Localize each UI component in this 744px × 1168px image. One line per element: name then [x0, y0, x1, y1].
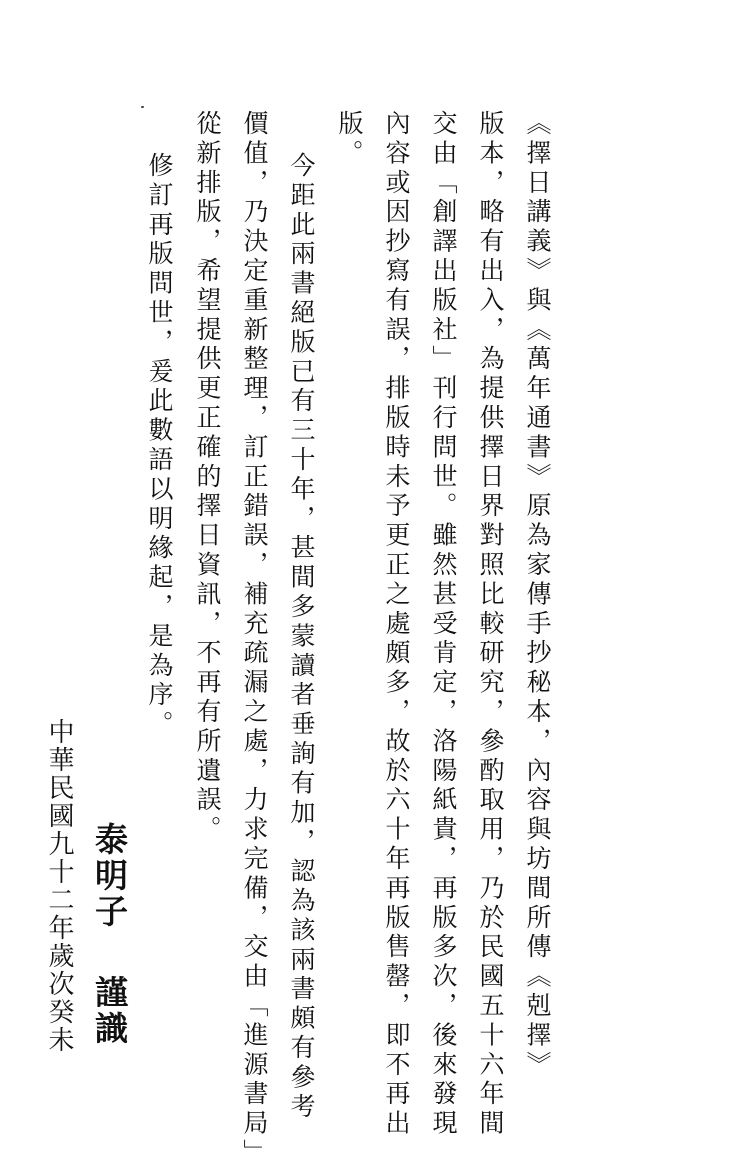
print-speck	[141, 106, 144, 108]
text-column-1: 《擇日講義》與《萬年通書》原為家傳手抄秘本，內容與坊間所傳《剋擇》	[523, 110, 552, 1081]
text-column-9: 修訂再版問世，爰此數語以明緣起，是為序。	[145, 152, 174, 740]
text-column-3: 交由「創譯出版社」刊行問世。雖然甚受肯定，洛陽紙貴，再版多次，後來發現	[429, 110, 458, 1139]
date-line: 中華民國九十二年歲次癸未	[44, 718, 74, 1054]
text-column-7: 價值，乃決定重新整理，訂正錯誤，補充疏漏之處，力求完備，交由「進源書局」	[240, 110, 269, 1168]
text-column-6: 今距此兩書絕版已有三十年，甚間多蒙讀者垂詢有加，認為該兩書頗有參考	[287, 152, 316, 1123]
author-suffix: 謹識	[90, 975, 129, 1047]
author-name: 泰明子	[90, 822, 129, 930]
text-column-4: 內容或因抄寫有誤，排版時未予更正之處頗多，故於六十年再版售罄，即不再出	[382, 110, 411, 1139]
text-column-5: 版。	[335, 110, 364, 169]
text-column-8: 從新排版，希望提供更正確的擇日資訊，不再有所遺誤。	[193, 110, 222, 845]
text-column-2: 版本，略有出入，為提供擇日界對照比較研究，參酌取用，乃於民國五十六年間	[476, 110, 505, 1139]
